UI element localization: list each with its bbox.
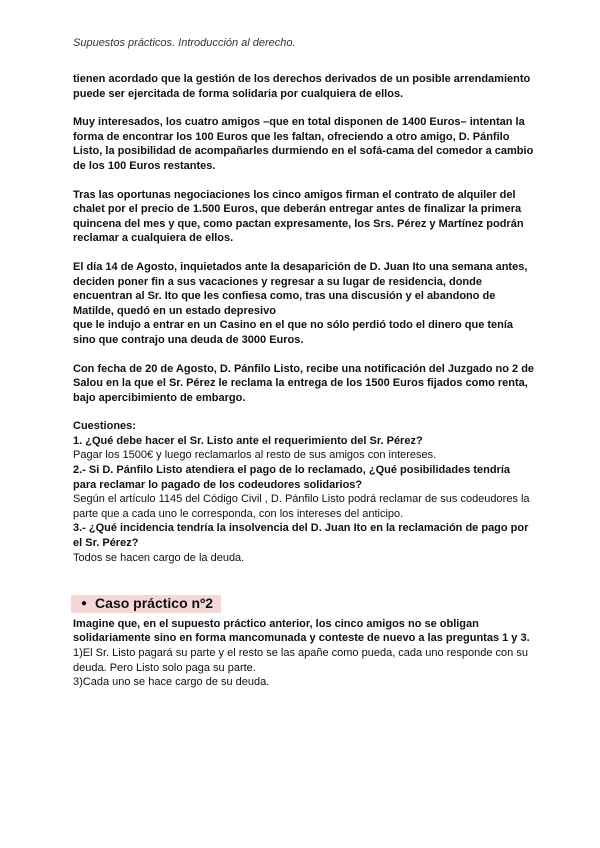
question-3: 3.- ¿Qué incidencia tendría la insolvencia del D. Juan Ito en la reclamación de pago por el Sr. Pérez? — [73, 522, 529, 550]
answer-3: Todos se hacen cargo de la deuda. — [73, 551, 245, 564]
paragraph: Muy interesados, los cuatro amigos –que en total disponen de 1400 Euros– intentan la forma de encontrar los 100 Euros que les faltan, ofreciendo a otro amigo, D. Pánfilo Listo, la posibilidad de acompañarles durmiendo en el sofá-cama del comedor a cambio de los 100 Euros restantes. — [73, 116, 534, 172]
paragraph: Con fecha de 20 de Agosto, D. Pánfilo Listo, recibe una notificación del Juzgado no 2 de Salou en la que el Sr. Pérez le reclama la entrega de los 1500 Euros fijados como renta, bajo apercibimiento de embargo. — [73, 362, 535, 404]
question-1: 1. ¿Qué debe hacer el Sr. Listo ante el requerimiento del Sr. Pérez? — [73, 434, 423, 447]
answer-2: Según el artículo 1145 del Código Civil , D. Pánfilo Listo podrá reclamar de sus codeudores la parte que a cada uno le corresponda, con los intereses del anticipo. — [73, 493, 530, 520]
paragraph: Tras las oportunas negociaciones los cinco amigos firman el contrato de alquiler del chalet por el precio de 1.500 Euros, que deberán entregar antes de finalizar la primera quincena del mes y que, como pactan expresamente, los Srs. Pérez y Martínez podrán reclamar a cualquiera de ellos. — [73, 188, 524, 245]
paragraph: El día 14 de Agosto, inquietados ante la desaparición de D. Juan Ito una semana antes, deciden poner fin a sus vacaciones y regresar a su lugar de residencia, donde encuentran al Sr. Ito que les confiesa como, tras una discusión y el abandono de Matilde, quedó en un estado depresivo — [73, 260, 528, 317]
caso-title: Caso práctico nº2 — [95, 595, 213, 612]
caso2-intro: Imagine que, en el supuesto práctico anterior, los cinco amigos no se obligan solidariamente sino en forma mancomunada y conteste de nuevo a las preguntas 1 y 3. — [73, 617, 530, 645]
question-2: 2.- Si D. Pánfilo Listo atendiera el pago de lo reclamado, ¿Qué posibilidades tendría para reclamar lo pagado de los codeudores solidarios? — [73, 464, 511, 491]
caso2-answer-3: 3)Cada uno se hace cargo de su deuda. — [73, 676, 270, 689]
answer-1: Pagar los 1500€ y luego reclamarlos al resto de sus amigos con intereses. — [73, 449, 437, 462]
document-body — [73, 72, 535, 690]
caso-practico-2-heading — [71, 595, 221, 613]
cuestiones-title: Cuestiones: — [73, 420, 136, 433]
paragraph: tienen acordado que la gestión de los derechos derivados de un posible arrendamiento puede ser ejercitada de forma solidaria por cualquiera de ellos. — [73, 73, 531, 100]
caso2-answer-1: 1)El Sr. Listo pagará su parte y el resto se las apañe como pueda, cada uno responde con su deuda. Pero Listo solo paga su parte. — [73, 647, 528, 674]
page-header: Supuestos prácticos. Introducción al derecho. — [73, 37, 296, 49]
paragraph: que le indujo a entrar en un Casino en el que no sólo perdió todo el dinero que tenía sino que contrajo una deuda de 3000 Euros. — [73, 319, 514, 346]
bullet-icon: ● — [81, 598, 88, 610]
cuestiones-section — [73, 419, 535, 565]
